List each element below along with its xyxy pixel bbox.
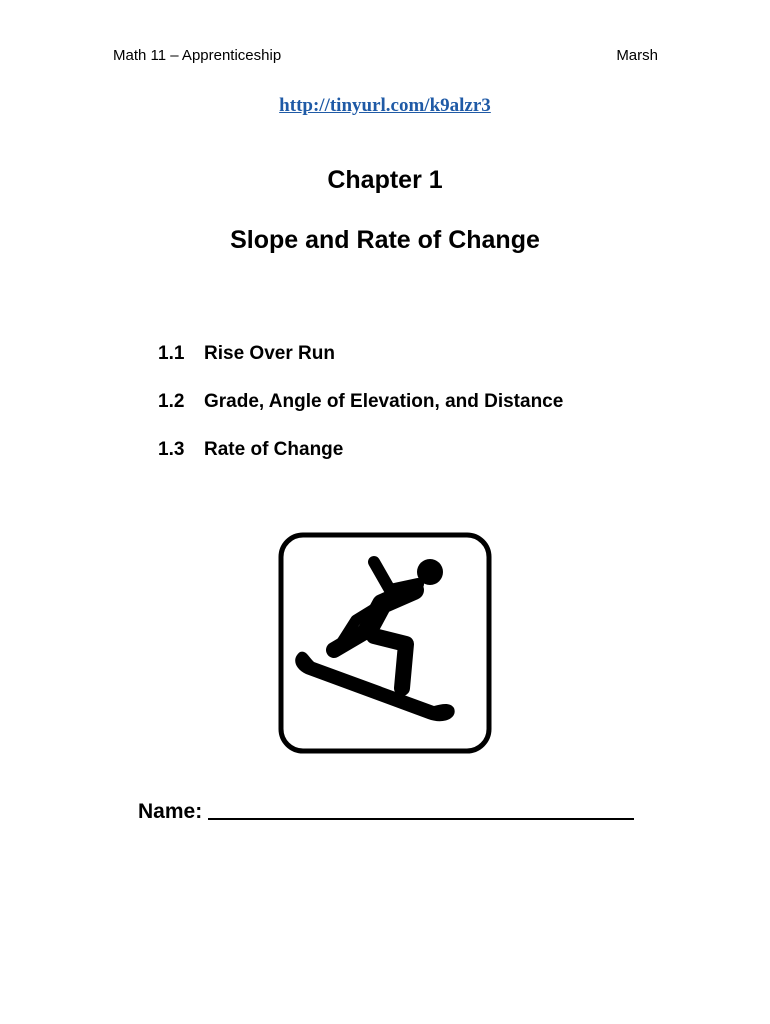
section-item: [158, 342, 563, 390]
name-field: [138, 796, 634, 825]
section-item: [158, 438, 563, 486]
tinyurl-link-line: [0, 94, 770, 118]
name-blank-line[interactable]: [208, 796, 634, 820]
section-item: [158, 390, 563, 438]
section-number: 1.2: [158, 391, 185, 412]
snowboarder-icon: [278, 532, 492, 754]
tinyurl-link[interactable]: http://tinyurl.com/k9alzr3: [279, 95, 491, 116]
section-number: 1.1: [158, 343, 185, 364]
course-header: Math 11 – Apprenticeship: [113, 47, 282, 64]
chapter-subtitle: Slope and Rate of Change: [230, 226, 540, 254]
name-label: Name:: [138, 800, 203, 823]
section-title: Grade, Angle of Elevation, and Distance: [204, 391, 564, 412]
author-header: Marsh: [616, 47, 658, 64]
section-number: 1.3: [158, 439, 185, 460]
section-title: Rise Over Run: [204, 343, 335, 364]
section-list: [158, 342, 563, 486]
section-title: Rate of Change: [204, 439, 344, 460]
chapter-title: Chapter 1: [327, 166, 443, 194]
